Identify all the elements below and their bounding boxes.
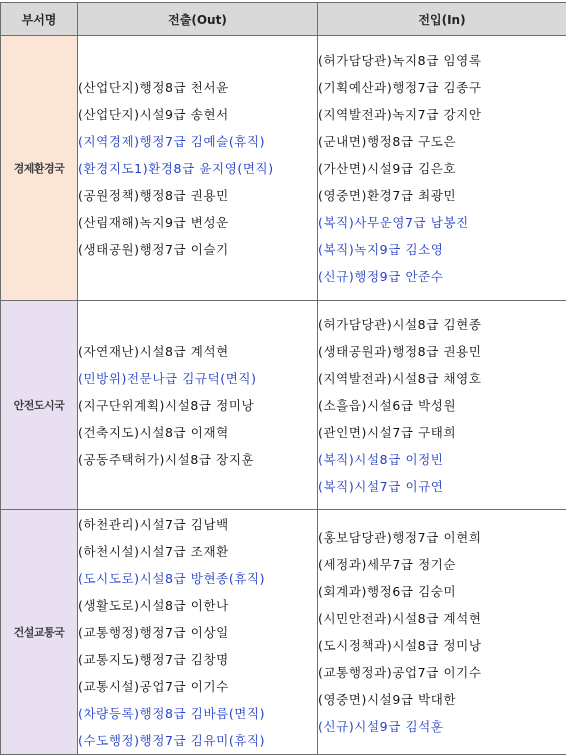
dept-name: 건설교통국 [1,510,78,755]
transfer-entry: (지구단위계획)시설8급 정미낭 [78,392,317,419]
out-list [78,510,318,755]
transfer-entry: (허가담당관)시설8급 김현종 [318,311,566,338]
in-list [318,301,566,510]
transfer-entry: (공동주택허가)시설8급 장지훈 [78,446,317,473]
transfer-entry: (교통시설)공업7급 이기수 [78,673,317,700]
transfer-entry: (복직)시설7급 이규연 [318,473,566,500]
transfer-entry: (환경지도1)환경8급 윤지영(면직) [78,155,317,182]
transfer-entry: (기획예산과)행정7급 김종구 [318,74,566,101]
out-list [78,301,318,510]
transfer-entry: (교통행정과)공업7급 이기수 [318,659,566,686]
transfer-entry: (허가담당관)녹지8급 임영록 [318,47,566,74]
transfer-entry: (지역발전과)시설8급 채영호 [318,365,566,392]
transfer-entry: (도시정책과)시설8급 정미낭 [318,632,566,659]
transfer-entry: (교통행정)행정7급 이상일 [78,619,317,646]
transfer-entry: (지역경제)행정7급 김예슬(휴직) [78,128,317,155]
header-row [1,3,566,36]
in-list [318,36,566,301]
transfer-entry: (시민안전과)시설8급 계석현 [318,605,566,632]
dept-name: 안전도시국 [1,301,78,510]
dept-name: 경제환경국 [1,36,78,301]
transfer-entry: (세정과)세무7급 정기순 [318,551,566,578]
dept-row [1,36,566,301]
header-dept: 부서명 [1,3,78,36]
out-list [78,36,318,301]
transfer-entry: (수도행정)행정7급 김유미(휴직) [78,727,317,754]
transfer-entry: (군내면)행정8급 구도은 [318,128,566,155]
transfer-entry: (교통지도)행정7급 김창명 [78,646,317,673]
transfer-entry: (생태공원과)행정8급 권용민 [318,338,566,365]
transfer-entry: (소흘읍)시설6급 박성원 [318,392,566,419]
in-list [318,510,566,755]
transfer-entry: (복직)녹지9급 김소영 [318,236,566,263]
transfer-entry: (영중면)환경7급 최광민 [318,182,566,209]
transfer-entry: (관인면)시설7급 구태희 [318,419,566,446]
transfer-entry: (민방위)전문나급 김규덕(면직) [78,365,317,392]
transfer-entry: (산업단지)시설9급 송현서 [78,101,317,128]
transfer-entry: (홍보담당관)행정7급 이현희 [318,524,566,551]
transfer-entry: (생활도로)시설8급 이한나 [78,592,317,619]
transfer-entry: (복직)사무운영7급 남봉진 [318,209,566,236]
transfer-entry: (신규)행정9급 안준수 [318,263,566,290]
transfer-entry: (공원정책)행정8급 권용민 [78,182,317,209]
transfer-entry: (회계과)행정6급 김숭미 [318,578,566,605]
transfer-entry: (산업단지)행정8급 천서윤 [78,74,317,101]
transfer-entry: (가산면)시설9급 김은호 [318,155,566,182]
dept-row [1,301,566,510]
header-out: 전출(Out) [78,3,318,36]
transfer-entry: (영중면)시설9급 박대한 [318,686,566,713]
transfer-entry: (지역발전과)녹지7급 강지안 [318,101,566,128]
transfer-entry: (자연재난)시설8급 계석현 [78,338,317,365]
transfer-entry: (차량등록)행정8급 김바름(면직) [78,700,317,727]
dept-row [1,510,566,755]
transfer-entry: (건축지도)시설8급 이재혁 [78,419,317,446]
transfer-entry: (복직)시설8급 이정빈 [318,446,566,473]
transfer-table [0,2,566,755]
transfer-entry: (도시도로)시설8급 방현종(휴직) [78,565,317,592]
transfer-entry: (신규)시설9급 김석훈 [318,713,566,740]
transfer-entry: (하천시설)시설7급 조재환 [78,538,317,565]
transfer-entry: (산림재해)녹지9급 변성운 [78,209,317,236]
header-in: 전입(In) [318,3,566,36]
transfer-entry: (생태공원)행정7급 이슬기 [78,236,317,263]
transfer-entry: (하천관리)시설7급 김남백 [78,511,317,538]
